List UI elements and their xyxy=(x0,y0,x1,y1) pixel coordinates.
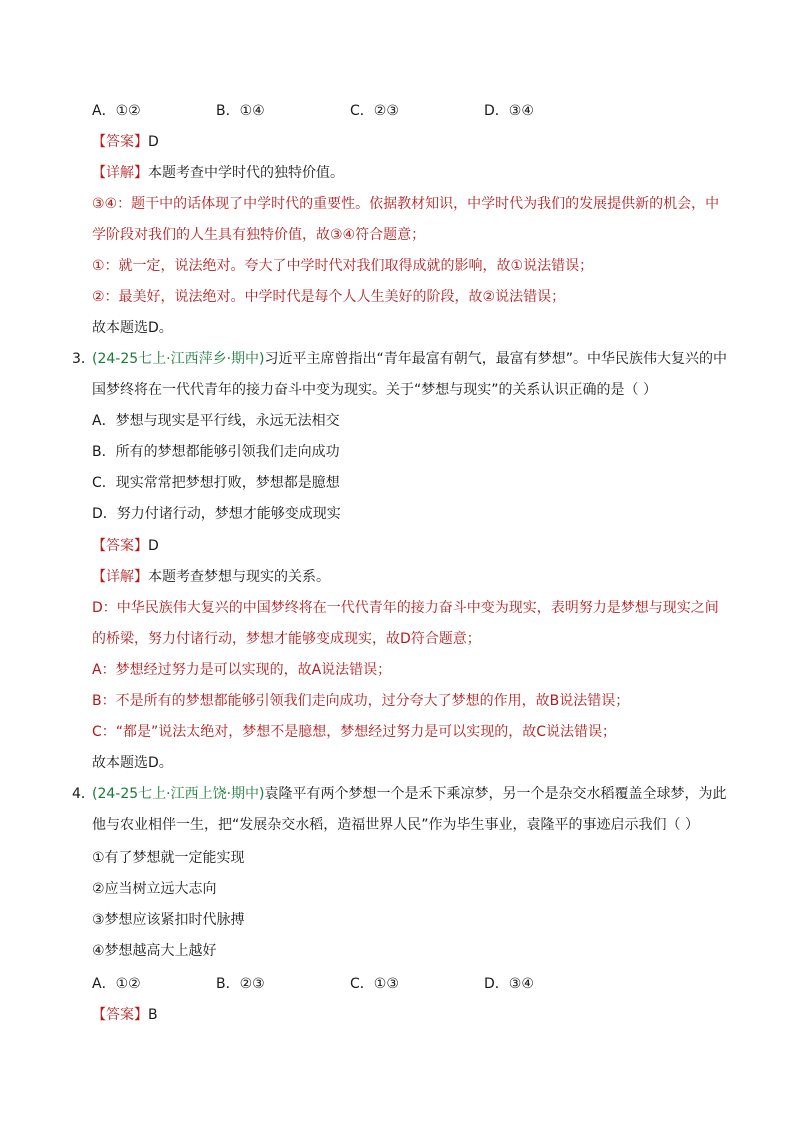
q2-options xyxy=(92,101,572,121)
option-c: C．①③ xyxy=(350,976,399,992)
q4-options xyxy=(92,974,572,994)
answer-line xyxy=(92,132,159,152)
detail-label: 【详解】 xyxy=(92,165,148,181)
explanation-line: D：中华民族伟大复兴的中国梦终将在一代代青年的接力奋斗中变为现实，表明努力是梦想与现实之间 xyxy=(92,600,719,616)
question-number: 3． xyxy=(72,351,95,367)
question-stem xyxy=(92,349,727,369)
question-source: (24-25七上·江西萍乡·期中) xyxy=(92,351,265,367)
explanation-line: ③④：题干中的话体现了中学时代的重要性。依据教材知识，中学时代为我们的发展提供新的机会，中 xyxy=(92,196,720,212)
option-d: D．③④ xyxy=(484,976,534,992)
answer-label: 【答案】 xyxy=(92,1007,148,1023)
conclusion: 故本题选D。 xyxy=(92,320,173,336)
option-d: D．③④ xyxy=(484,103,534,119)
statement-item: ③梦想应该紧扣时代脉搏 xyxy=(92,912,245,928)
detail-line xyxy=(92,163,344,183)
detail-label: 【详解】 xyxy=(92,569,148,585)
answer-line xyxy=(92,1005,158,1025)
option-b: B．①④ xyxy=(216,103,265,119)
explanation-line: C：“都是”说法太绝对，梦想不是臆想，梦想经过努力是可以实现的，故C说法错误； xyxy=(92,724,617,740)
question-source: (24-25七上·江西上饶·期中) xyxy=(92,786,265,802)
explanation-line: B：不是所有的梦想都能够引领我们走向成功，过分夸大了梦想的作用，故B说法错误； xyxy=(92,693,630,709)
question-stem xyxy=(92,784,727,804)
explanation-line: 的桥梁，努力付诸行动，梦想才能够变成现实，故D符合题意； xyxy=(92,631,481,647)
question-stem-text: 习近平主席曾指出“青年最富有朝气，最富有梦想”。中华民族伟大复兴的中 xyxy=(264,351,728,367)
answer-line xyxy=(92,536,159,556)
explanation-line: ①：就一定，说法绝对。夸大了中学时代对我们取得成就的影响，故①说法错误； xyxy=(92,258,594,274)
answer-label: 【答案】 xyxy=(92,134,148,150)
explanation-line: A：梦想经过努力是可以实现的，故A说法错误； xyxy=(92,662,392,678)
statement-item: ④梦想越高大上越好 xyxy=(92,943,217,959)
question-stem-cont: 国梦终将在一代代青年的接力奋斗中变为现实。关于“梦想与现实”的关系认识正确的是（ ） xyxy=(92,382,657,398)
answer-label: 【答案】 xyxy=(92,538,148,554)
option-b: B．所有的梦想都能够引领我们走向成功 xyxy=(92,444,340,460)
answer-value: D xyxy=(148,134,159,150)
statement-item: ②应当树立远大志向 xyxy=(92,881,217,897)
option-a: A．梦想与现实是平行线，永远无法相交 xyxy=(92,413,340,429)
detail-text: 本题考查梦想与现实的关系。 xyxy=(148,569,330,585)
detail-text: 本题考查中学时代的独特价值。 xyxy=(148,165,344,181)
statement-item: ①有了梦想就一定能实现 xyxy=(92,850,245,866)
explanation-line: ②：最美好，说法绝对。中学时代是每个人人生美好的阶段，故②说法错误； xyxy=(92,289,566,305)
question-stem-cont: 他与农业相伴一生，把“发展杂交水稻，造福世界人民”作为毕生事业，袁隆平的事迹启示我们（ ） xyxy=(92,817,699,833)
question-number: 4． xyxy=(72,786,95,802)
option-c: C．现实常常把梦想打败，梦想都是臆想 xyxy=(92,475,340,491)
detail-line xyxy=(92,567,330,587)
explanation-line: 学阶段对我们的人生具有独特价值，故③④符合题意； xyxy=(92,227,426,243)
answer-value: D xyxy=(148,538,159,554)
option-a: A．①② xyxy=(92,976,141,992)
option-a: A．①② xyxy=(92,103,141,119)
answer-value: B xyxy=(148,1007,158,1023)
option-d: D．努力付诸行动，梦想才能够变成现实 xyxy=(92,506,341,522)
option-b: B．②③ xyxy=(216,976,265,992)
option-c: C．②③ xyxy=(350,103,399,119)
question-stem-text: 袁隆平有两个梦想一个是禾下乘凉梦，另一个是杂交水稻覆盖全球梦，为此 xyxy=(264,786,727,802)
conclusion: 故本题选D。 xyxy=(92,755,173,771)
